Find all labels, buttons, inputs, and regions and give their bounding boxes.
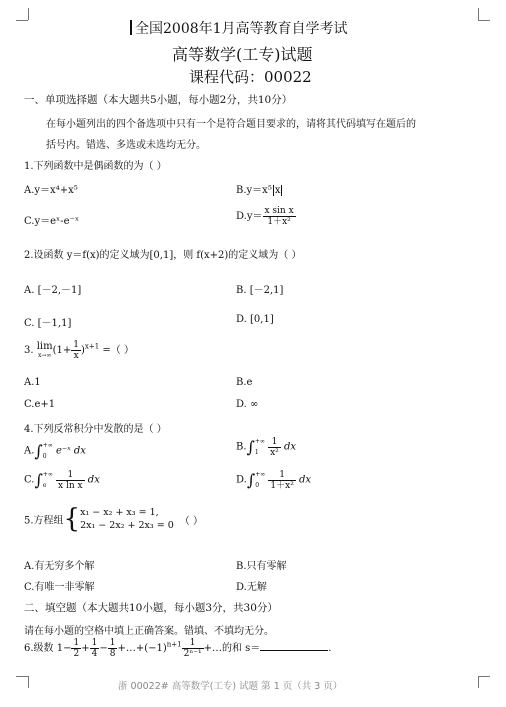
exam-title: 全国2008年1月高等教育自学考试 (135, 21, 348, 37)
q3-stem: 3. lim x→∞ (1+ $\frac{1}{x}$ )$^{x+1}$ =（ ） (24, 340, 134, 361)
q6-stem: 6.级数 1− $\frac{1}{2}$ + $\frac{1}{4}$ − $\frac{1}{8}$ $+\dots+(-1)^{n+1}$ $\frac{1}{\text{2ⁿ⁻¹}}$ +…的和 s＝ . (24, 638, 332, 659)
section1-title: 一、单项选择题（本大题共5小题，每小题2分，共10分） (24, 94, 293, 106)
q1-stem: 1.下列函数中是偶函数的为（ ） (24, 161, 167, 172)
exam-title-line (130, 18, 348, 38)
page-footer: 浙 00022# 高等数学(工专) 试题 第 1 页（共 3 页） (118, 681, 343, 692)
q1-option-c: C.y＝eˣ-e⁻ˣ (24, 216, 80, 227)
q1-option-b: B.y＝x⁵ x (236, 185, 281, 196)
q3-option-c: C.e+1 (24, 399, 56, 410)
q5-option-c: C.有唯一非零解 (24, 582, 95, 593)
q3-option-b: B.e (236, 377, 253, 388)
q4-option-c: C.∫ +∞ e $\frac{1}{\text{x ln x}}$ dx (24, 469, 100, 491)
q2-option-d: D. [0,1] (236, 314, 274, 325)
section1-instructions-1: 在每小题列出的四个备选项中只有一个是符合题目要求的，请将其代码填写在题后的 (46, 119, 416, 130)
q5-option-d: D.无解 (236, 582, 267, 593)
cursor-bar (130, 20, 132, 35)
q4-option-a: A.∫ +∞ 0 e⁻ˣ dx (24, 441, 86, 461)
section1-instructions-2: 括号内。错选、多选或未选均无分。 (46, 140, 206, 151)
q5-option-a: A.有无穷多个解 (24, 561, 95, 572)
q1-option-a: A.y＝x⁴+x⁵ (24, 185, 78, 196)
course-code: 课程代码：00022 (189, 68, 312, 86)
subject-title: 高等数学(工专)试题 (172, 45, 313, 64)
section2-title: 二、填空题（本大题共10小题，每小题3分，共30分） (24, 602, 278, 614)
q4-stem: 4.下列反常积分中发散的是（ ） (24, 424, 167, 435)
q2-option-b: B. [－2,1] (236, 285, 284, 296)
q3-option-d: D. ∞ (236, 399, 259, 410)
q6-answer-blank[interactable] (260, 641, 328, 651)
q5-option-b: B.只有零解 (236, 561, 287, 572)
q5-stem: 5.方程组{ x₁ − x₂ + x₃ = 1, 2x₁ − 2x₂ + 2x₃ = 0 （ ） (24, 504, 203, 534)
q2-option-a: A. [－2,－1] (24, 285, 82, 296)
section2-instructions: 请在每小题的空格中填上正确答案。错填、不填均无分。 (24, 626, 274, 637)
q1-option-d: D.y＝ $\frac{\text{x sin x}}{\text{1＋x²}}$ (236, 206, 294, 227)
q2-option-c: C. [－1,1] (24, 318, 72, 329)
q4-option-d: D.∫ +∞ 0 $\frac{1}{\text{1＋x²}}$ dx (236, 469, 312, 491)
q3-option-a: A.1 (24, 377, 41, 388)
q4-option-b: B.∫ +∞ 1 $\frac{1}{\text{x²}}$ dx (236, 436, 297, 458)
q2-stem: 2.设函数 y＝f(x)的定义域为[0,1]，则 f(x+2)的定义域为（ ） (24, 250, 302, 261)
